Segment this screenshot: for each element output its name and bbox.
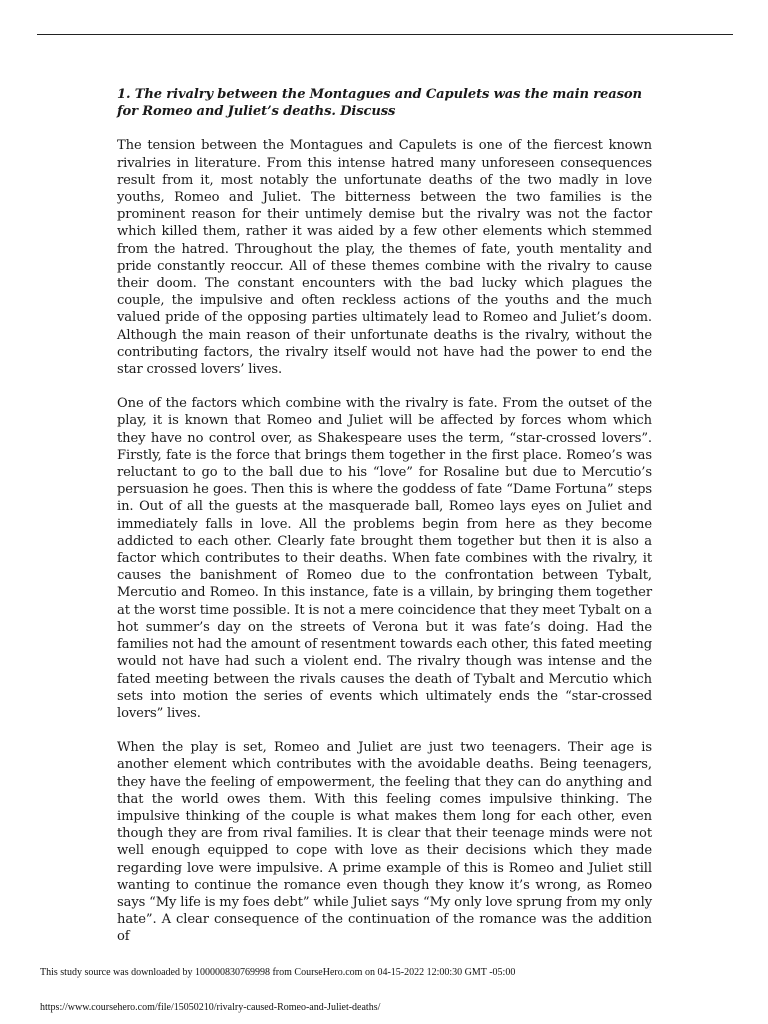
download-source-note: This study source was downloaded by 100000830769998 from CourseHero.com on 04-15-2022 12:00:30 GMT -05:00 [40,967,516,978]
paragraph-fate: One of the factors which combine with the rivalry is fate. From the outset of the play, it is known that Romeo and Juliet will be affected by forces whom which they have no control over, as Shakespeare uses the term, “star-crossed lovers”. Firstly, fate is the force that brings them together in the first place. Romeo’s was reluctant to go to the ball due to his “love” for Rosaline but due to Mercutio’s persuasion he goes. Then this is where the goddess of fate “Dame Fortuna” steps in. Out of all the guests at the masquerade ball, Romeo lays eyes on Juliet and immediately falls in love. All the problems begin from here as they become addicted to each other. Clearly fate brought them together but then it is also a factor which contributes to their deaths. When fate combines with the rivalry, it causes the banishment of Romeo due to the confrontation between Tybalt, Mercutio and Romeo. In this instance, fate is a villain, by bringing them together at the worst time possible. It is not a mere coincidence that they meet Tybalt on a hot summer’s day on the streets of Verona but it was fate’s doing. Had the families not had the amount of resentment towards each other, this fated meeting would not have had such a violent end. The rivalry though was intense and the fated meeting between the rivals causes the death of Tybalt and Mercutio which sets into motion the series of events which ultimately ends the “star-crossed lovers” lives. [117,396,652,721]
document-body [117,86,652,963]
paragraph-introduction: The tension between the Montagues and Capulets is one of the fiercest known rivalries in literature. From this intense hatred many unforeseen consequences result from it, most notably the unfortunate deaths of the two madly in love youths, Romeo and Juliet. The bitterness between the two families is the prominent reason for their untimely demise but the rivalry was not the factor which killed them, rather it was aided by a few other elements which stemmed from the hatred. Throughout the play, the themes of fate, youth mentality and pride constantly reoccur. All of these themes combine with the rivalry to cause their doom. The constant encounters with the bad lucky which plagues the couple, the impulsive and often reckless actions of the youths and the much valued pride of the opposing parties ultimately lead to Romeo and Juliet’s doom. Although the main reason of their unfortunate deaths is the rivalry, without the contributing factors, the rivalry itself would not have had the power to end the star crossed lovers’ lives. [117,138,652,378]
header-rule [37,34,733,35]
paragraph-youth: When the play is set, Romeo and Juliet are just two teenagers. Their age is another element which contributes with the avoidable deaths. Being teenagers, they have the feeling of empowerment, the feeling that they can do anything and that the world owes them. With this feeling comes impulsive thinking. The impulsive thinking of the couple is what makes them long for each other, even though they are from rival families. It is clear that their teenage minds were not well enough equipped to cope with love as their decisions which they made regarding love were impulsive. A prime example of this is Romeo and Juliet still wanting to continue the romance even though they know it’s wrong, as Romeo says “My life is my foes debt” while Juliet says “My only love sprung from my only hate”. A clear consequence of the continuation of the romance was the addition of [117,740,652,945]
source-url-link[interactable]: https://www.coursehero.com/file/15050210/rivalry-caused-Romeo-and-Juliet-deaths/ [40,1002,381,1013]
essay-question: 1. The rivalry between the Montagues and Capulets was the main reason for Romeo and Juliet’s deaths. Discuss [117,87,642,120]
